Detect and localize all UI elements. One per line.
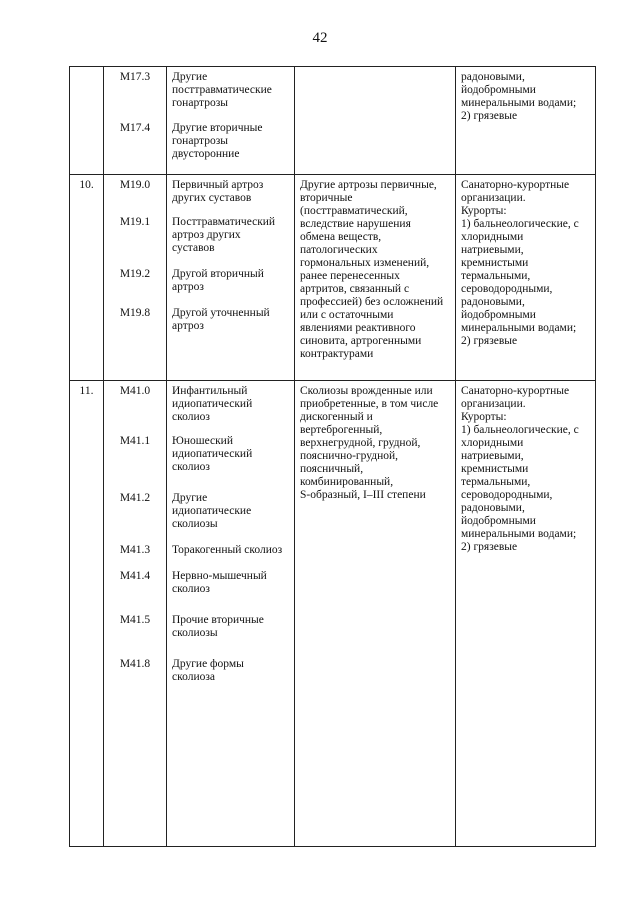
diagnosis-name-line: сколиозы	[172, 627, 218, 639]
resort-line: хлоридными	[461, 231, 524, 243]
clinical-form-line: патологических	[300, 244, 378, 256]
row-number: 11.	[70, 381, 104, 847]
diagnosis-name	[172, 122, 289, 161]
clinical-form-line: Другие артрозы первичные,	[300, 179, 437, 191]
diagnosis-name	[172, 71, 289, 110]
diagnosis-name-line: сколиоз	[172, 583, 210, 595]
clinical-form-line: вторичные	[300, 192, 353, 204]
diagnosis-name-line: Посттравматический	[172, 216, 276, 228]
diagnosis-name-line: сколиоза	[172, 671, 215, 683]
resort-line: Санаторно-курортные	[461, 385, 570, 397]
clinical-form-line: или с остаточными	[300, 309, 394, 321]
diagnosis-name-line: двусторонние	[172, 148, 240, 160]
diagnosis-name	[172, 544, 289, 557]
resort-line: натриевыми,	[461, 244, 524, 256]
diagnosis-name-line: Нервно-мышечный	[172, 570, 267, 582]
resort-cell	[456, 175, 596, 381]
resort-line: йодобромными	[461, 84, 536, 96]
diagnosis-name-line: идиопатический	[172, 398, 253, 410]
diagnosis-name-cell	[167, 175, 295, 381]
diagnosis-name	[172, 435, 289, 474]
row-number: 10.	[70, 175, 104, 381]
resort-line: минеральными водами;	[461, 528, 577, 540]
clinical-form-cell	[295, 175, 456, 381]
diagnosis-name-line: Юношеский	[172, 435, 233, 447]
resort-indications-table	[69, 66, 596, 847]
diagnosis-name-line: Инфантильный	[172, 385, 248, 397]
clinical-form-line: комбинированный,	[300, 476, 394, 488]
diagnosis-name-line: гонартрозы	[172, 97, 228, 109]
page-number: 42	[312, 30, 328, 46]
resort-line: сероводородными,	[461, 489, 553, 501]
diagnosis-name-line: артроз	[172, 281, 204, 293]
diagnosis-name-line: сколиоз	[172, 411, 210, 423]
clinical-form-line: поясничный,	[300, 463, 364, 475]
icd-code: M41.3	[119, 544, 151, 556]
diagnosis-name-line: артроз	[172, 320, 204, 332]
clinical-form-line: обмена веществ,	[300, 231, 382, 243]
clinical-form-line: вследствие нарушения	[300, 218, 411, 230]
clinical-form-line: синовита, артрогенными	[300, 335, 422, 347]
table-row	[70, 381, 596, 847]
diagnosis-name-line: суставов	[172, 242, 215, 254]
clinical-form-line: вертеброгенный,	[300, 424, 383, 436]
resort-cell	[456, 67, 596, 175]
diagnosis-name	[172, 307, 289, 333]
clinical-form-line: ранее перенесенных	[300, 270, 400, 282]
resort-line: 1) бальнеологические, с	[461, 424, 579, 436]
resort-line: радоновыми,	[461, 502, 525, 514]
diagnosis-name-line: Другой вторичный	[172, 268, 264, 280]
icd-code: M19.2	[119, 268, 151, 280]
clinical-form-line: явлениями реактивного	[300, 322, 416, 334]
icd-code-cell	[104, 381, 167, 847]
resort-line: Курорты:	[461, 205, 507, 217]
clinical-form-line: гормональных изменений,	[300, 257, 430, 269]
icd-code-cell	[104, 175, 167, 381]
icd-code: M41.4	[119, 570, 151, 582]
icd-code: M17.3	[119, 71, 151, 83]
row-number	[70, 67, 104, 175]
icd-code: M41.8	[119, 658, 151, 670]
clinical-form-line: пояснично-грудной,	[300, 450, 399, 462]
clinical-form-line: профессией) без осложнений	[300, 296, 444, 308]
diagnosis-name	[172, 179, 289, 205]
clinical-form-line: артритов, связанный с	[300, 283, 410, 295]
resort-line: кремнистыми	[461, 463, 529, 475]
resort-line: кремнистыми	[461, 257, 529, 269]
diagnosis-name-line: Другой уточненный	[172, 307, 270, 319]
resort-line: 1) бальнеологические, с	[461, 218, 579, 230]
diagnosis-name-line: Прочие вторичные	[172, 614, 264, 626]
diagnosis-name-line: идиопатический	[172, 448, 253, 460]
diagnosis-name	[172, 570, 289, 596]
resort-line: сероводородными,	[461, 283, 553, 295]
diagnosis-name	[172, 658, 289, 684]
resort-line: минеральными водами;	[461, 322, 577, 334]
resort-line: йодобромными	[461, 309, 536, 321]
diagnosis-name-line: Другие формы	[172, 658, 244, 670]
icd-code: M41.2	[119, 492, 151, 504]
icd-code: M41.5	[119, 614, 151, 626]
resort-line: 2) грязевые	[461, 335, 518, 347]
clinical-form-cell	[295, 381, 456, 847]
table-row	[70, 67, 596, 175]
table-row	[70, 175, 596, 381]
diagnosis-name-cell	[167, 381, 295, 847]
icd-code: M19.0	[119, 179, 151, 191]
clinical-form-line: приобретенные, в том числе	[300, 398, 439, 410]
resort-line: 2) грязевые	[461, 110, 518, 122]
resort-line: радоновыми,	[461, 296, 525, 308]
diagnosis-name-cell	[167, 67, 295, 175]
clinical-form-line: (посттравматический,	[300, 205, 408, 217]
diagnosis-name-line: сколиоз	[172, 461, 210, 473]
clinical-form-line: S-образный, I–III степени	[300, 489, 426, 501]
clinical-form-line: Сколиозы врожденные или	[300, 385, 433, 397]
diagnosis-name-line: других суставов	[172, 192, 252, 204]
icd-code-cell	[104, 67, 167, 175]
icd-code: M19.1	[119, 216, 151, 228]
resort-line: Курорты:	[461, 411, 507, 423]
diagnosis-name-line: Другие	[172, 492, 208, 504]
diagnosis-name-line: артроз других	[172, 229, 241, 241]
diagnosis-name-line: Первичный артроз	[172, 179, 264, 191]
clinical-form-line: верхнегрудной, грудной,	[300, 437, 421, 449]
diagnosis-name-line: Торакогенный сколиоз	[172, 544, 283, 556]
diagnosis-name-line: идиопатические	[172, 505, 252, 517]
resort-line: натриевыми,	[461, 450, 524, 462]
resort-line: организации.	[461, 192, 526, 204]
diagnosis-name	[172, 268, 289, 294]
diagnosis-name-line: посттравматические	[172, 84, 272, 96]
diagnosis-name-line: Другие вторичные	[172, 122, 263, 134]
resort-line: минеральными водами;	[461, 97, 577, 109]
diagnosis-name-line: сколиозы	[172, 518, 218, 530]
diagnosis-name	[172, 385, 289, 424]
icd-code: M19.8	[119, 307, 151, 319]
diagnosis-name-line: гонартрозы	[172, 135, 228, 147]
icd-code: M17.4	[119, 122, 151, 134]
diagnosis-name-line: Другие	[172, 71, 208, 83]
resort-cell	[456, 381, 596, 847]
resort-line: Санаторно-курортные	[461, 179, 570, 191]
resort-line: организации.	[461, 398, 526, 410]
diagnosis-name	[172, 216, 289, 255]
icd-code: M41.0	[119, 385, 151, 397]
resort-line: 2) грязевые	[461, 541, 518, 553]
diagnosis-name	[172, 492, 289, 531]
resort-line: термальными,	[461, 270, 531, 282]
resort-line: хлоридными	[461, 437, 524, 449]
icd-code: M41.1	[119, 435, 151, 447]
resort-line: радоновыми,	[461, 71, 525, 83]
clinical-form-line: контрактурами	[300, 348, 374, 360]
resort-line: йодобромными	[461, 515, 536, 527]
clinical-form-cell	[295, 67, 456, 175]
resort-line: термальными,	[461, 476, 531, 488]
diagnosis-name	[172, 614, 289, 640]
clinical-form-line: дискогенный и	[300, 411, 373, 423]
